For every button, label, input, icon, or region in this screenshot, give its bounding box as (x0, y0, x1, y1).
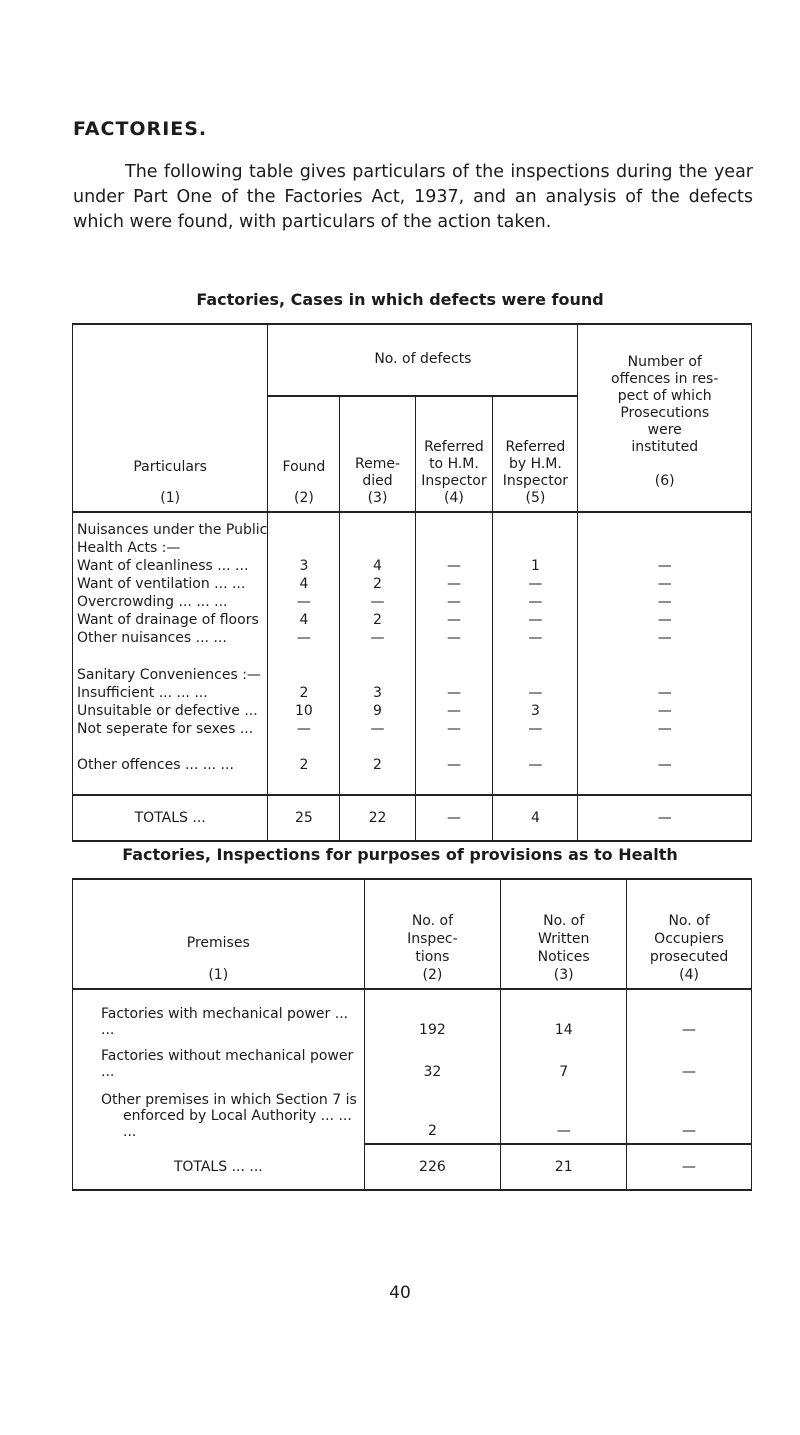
row-label-line2: enforced by Local Authority ... ... ... (123, 1108, 352, 1140)
totals-row (73, 795, 752, 841)
totals-label: TOTALS ... (73, 795, 268, 841)
referred-to-cell: — (415, 629, 493, 647)
remedied-cell: 3 (340, 684, 415, 702)
row-label (73, 1080, 365, 1144)
prosecutions-label: Number of offences in res- pect of which Prosecutions were instituted (611, 354, 719, 455)
row-label-line1: Other premises in which Section 7 is (101, 1092, 357, 1108)
row-label: Other offences ... ... ... (77, 757, 234, 773)
row-label: Overcrowding ... ... ... (77, 594, 228, 610)
found-cell: 2 (268, 684, 340, 702)
totals-label: TOTALS ... ... (173, 1158, 263, 1175)
table-row (73, 1038, 752, 1080)
row-label: Factories with mechanical power ... ... (101, 1006, 349, 1038)
premises-num: (1) (208, 967, 229, 983)
notices-cell: 14 (501, 989, 627, 1038)
section-sanitary: Sanitary Conveniences :— (77, 667, 261, 683)
premises-label: Premises (186, 935, 250, 951)
found-label: Found (282, 459, 326, 475)
referred-to-cell: — (415, 575, 493, 593)
table-row (73, 989, 752, 1038)
table-row (73, 738, 752, 776)
found-header (268, 396, 340, 512)
remedied-cell: 2 (340, 611, 415, 629)
prosecutions-cell: — (578, 611, 752, 629)
found-cell: 10 (268, 702, 340, 720)
referred-by-num: (5) (525, 490, 546, 506)
referred-to-cell: — (415, 557, 493, 575)
referred-to-num: (4) (444, 490, 464, 506)
row-label: Unsuitable or defective ... (77, 703, 258, 719)
referred-to-header (415, 396, 493, 512)
remedied-label: Reme- died (355, 456, 401, 489)
particulars-label: Particulars (133, 459, 207, 475)
row-label: Want of cleanliness ... ... (77, 558, 249, 574)
remedied-header (340, 396, 415, 512)
table-row (73, 629, 752, 647)
referred-by-cell: — (493, 720, 578, 738)
row-label: Factories without mechanical power ... (101, 1048, 354, 1080)
prosecutions-cell: — (578, 557, 752, 575)
found-num: (2) (294, 490, 314, 506)
prosecutions-header (578, 324, 752, 512)
section-nuisances: Nuisances under the Public (77, 522, 268, 538)
totals-prosecutions: — (578, 795, 752, 841)
found-cell: 4 (268, 575, 340, 593)
table-row (73, 611, 752, 629)
row-label: Want of ventilation ... ... (77, 576, 246, 592)
table-row (73, 720, 752, 738)
referred-by-cell: — (493, 611, 578, 629)
referred-to-cell: — (415, 738, 493, 776)
found-cell: 4 (268, 611, 340, 629)
row-label: Other nuisances ... ... (77, 630, 227, 646)
inspections-cell: 32 (364, 1038, 501, 1080)
row-label: Insufficient ... ... ... (77, 685, 208, 701)
premises-header (73, 879, 365, 989)
prosecuted-num: (4) (679, 967, 699, 983)
referred-to-cell: — (415, 611, 493, 629)
referred-by-cell: 1 (493, 557, 578, 575)
prosecutions-cell: — (578, 575, 752, 593)
remedied-cell: 4 (340, 557, 415, 575)
prosecuted-header (627, 879, 752, 989)
inspections-header (364, 879, 501, 989)
row-label: Not seperate for sexes ... (77, 721, 254, 737)
remedied-cell: 2 (340, 738, 415, 776)
row-label: Want of drainage of floors (77, 612, 259, 628)
inspections-table (72, 878, 752, 1191)
table2-caption: Factories, Inspections for purposes of provisions as to Health (122, 845, 678, 864)
referred-by-cell: — (493, 629, 578, 647)
inspections-cell: 2 (364, 1080, 501, 1144)
remedied-cell: 2 (340, 575, 415, 593)
referred-to-cell: — (415, 702, 493, 720)
prosecuted-cell: — (627, 989, 752, 1038)
totals-found: 25 (268, 795, 340, 841)
section-nuisances-cont: Health Acts :— (77, 540, 181, 556)
remedied-cell: — (340, 629, 415, 647)
inspections-label: No. of Inspec- tions (407, 913, 458, 965)
totals-inspections: 226 (364, 1144, 501, 1190)
no-of-defects-header: No. of defects (268, 324, 578, 396)
intro-paragraph: The following table gives particulars of the inspections during the year under Part One of the Factories Act, 1937, and an analysis of the defects which were found, with particulars of the action taken. (73, 162, 753, 232)
found-cell: 2 (268, 738, 340, 776)
prosecuted-label: No. of Occupiers prosecuted (649, 913, 729, 965)
referred-by-label: Referred by H.M. Inspector (502, 439, 569, 489)
prosecutions-num: (6) (654, 473, 675, 489)
notices-cell: 7 (501, 1038, 627, 1080)
page-number: 40 (389, 1283, 411, 1303)
defects-table (72, 323, 752, 842)
referred-to-cell: — (415, 720, 493, 738)
notices-cell: — (501, 1080, 627, 1144)
table-row (73, 557, 752, 575)
totals-referred-to: — (415, 795, 493, 841)
prosecutions-cell: — (578, 720, 752, 738)
table-row (73, 1080, 752, 1144)
page-heading: FACTORIES. (73, 118, 208, 140)
totals-row (73, 1144, 752, 1190)
found-cell: — (268, 629, 340, 647)
referred-by-cell: — (493, 575, 578, 593)
table-row (73, 593, 752, 611)
prosecutions-cell: — (578, 738, 752, 776)
table-row (73, 684, 752, 702)
referred-by-cell: 3 (493, 702, 578, 720)
table1-caption: Factories, Cases in which defects were found (196, 290, 604, 309)
found-cell: — (268, 593, 340, 611)
totals-remedied: 22 (340, 795, 415, 841)
referred-to-cell: — (415, 684, 493, 702)
prosecuted-cell: — (627, 1038, 752, 1080)
referred-by-cell: — (493, 593, 578, 611)
table-row (73, 702, 752, 720)
prosecuted-cell: — (627, 1080, 752, 1144)
found-cell: 3 (268, 557, 340, 575)
inspections-num: (2) (422, 967, 443, 983)
referred-by-header (493, 396, 578, 512)
particulars-num: (1) (160, 490, 181, 506)
remedied-cell: — (340, 720, 415, 738)
prosecutions-cell: — (578, 629, 752, 647)
referred-by-cell: — (493, 738, 578, 776)
totals-notices: 21 (501, 1144, 627, 1190)
remedied-cell: 9 (340, 702, 415, 720)
totals-prosecuted: — (627, 1144, 752, 1190)
prosecutions-cell: — (578, 684, 752, 702)
found-cell: — (268, 720, 340, 738)
referred-to-label: Referred to H.M. Inspector (421, 439, 487, 489)
referred-to-cell: — (415, 593, 493, 611)
prosecutions-cell: — (578, 593, 752, 611)
totals-referred-by: 4 (493, 795, 578, 841)
prosecutions-cell: — (578, 702, 752, 720)
particulars-header (73, 324, 268, 512)
referred-by-cell: — (493, 684, 578, 702)
remedied-cell: — (340, 593, 415, 611)
table-row (73, 575, 752, 593)
inspections-cell: 192 (364, 989, 501, 1038)
notices-num: (3) (553, 967, 574, 983)
notices-label: No. of Written Notices (537, 913, 590, 965)
remedied-num: (3) (367, 490, 388, 506)
notices-header (501, 879, 627, 989)
